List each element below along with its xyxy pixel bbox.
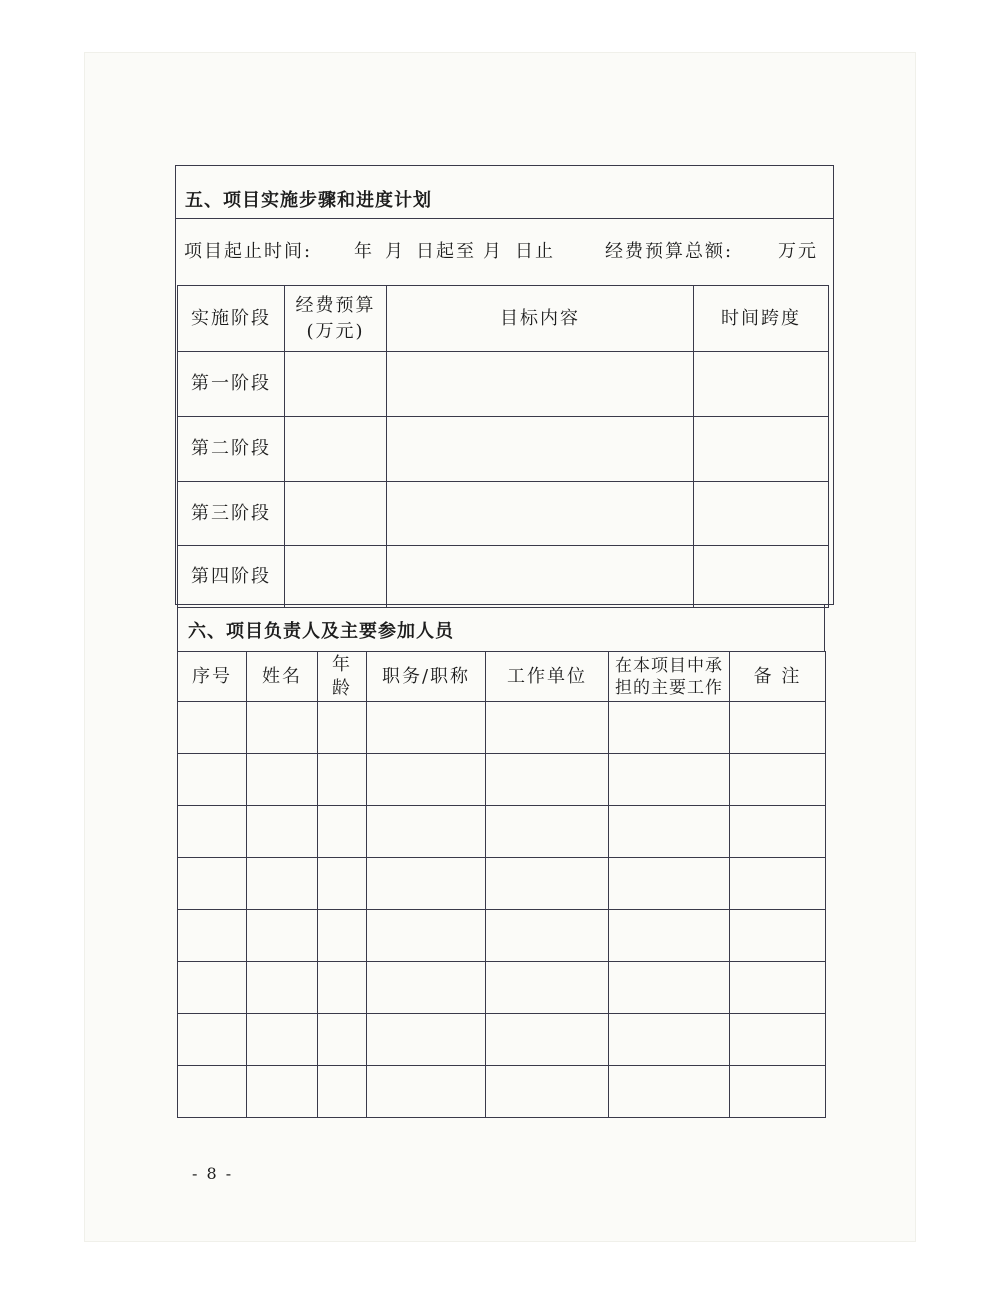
phase-label: 第二阶段 [178,417,285,482]
phase-row [178,482,829,546]
period-label: 项目起止时间: [184,241,313,262]
time-span-cell[interactable] [694,417,829,482]
remark-cell[interactable] [730,702,826,754]
role-cell[interactable] [609,962,730,1014]
position-cell[interactable] [367,1066,486,1118]
role-header [609,652,730,702]
unit-cell[interactable] [486,910,609,962]
personnel-row [178,1066,826,1118]
personnel-row [178,910,826,962]
time-span-cell[interactable] [694,482,829,546]
role-cell[interactable] [609,858,730,910]
age-cell[interactable] [318,910,367,962]
age-cell[interactable] [318,962,367,1014]
phase-row [178,546,829,608]
budget-header [285,286,387,352]
unit-cell[interactable] [486,858,609,910]
month-label-1: 月 [385,241,405,262]
name-cell[interactable] [247,754,318,806]
month-label-2: 月 [483,241,503,262]
position-cell[interactable] [367,702,486,754]
role-cell[interactable] [609,702,730,754]
role-cell[interactable] [609,910,730,962]
unit-cell[interactable] [486,1014,609,1066]
role-cell[interactable] [609,806,730,858]
unit-cell[interactable] [486,962,609,1014]
personnel-row [178,962,826,1014]
remark-cell[interactable] [730,910,826,962]
name-cell[interactable] [247,806,318,858]
age-cell[interactable] [318,1014,367,1066]
personnel-row [178,702,826,754]
position-cell[interactable] [367,962,486,1014]
serial-cell[interactable] [178,962,247,1014]
position-cell[interactable] [367,754,486,806]
time-span-cell[interactable] [694,546,829,608]
budget-cell[interactable] [285,352,387,417]
budget-total-label: 经费预算总额: [605,241,734,262]
role-cell[interactable] [609,1066,730,1118]
age-header [318,652,367,702]
phase-header-row [178,286,829,352]
name-header: 姓名 [247,652,318,702]
role-header-line1: 在本项目中承 [615,655,723,676]
remark-cell[interactable] [730,1066,826,1118]
unit-cell[interactable] [486,1066,609,1118]
remark-cell[interactable] [730,962,826,1014]
personnel-row [178,1014,826,1066]
name-cell[interactable] [247,1014,318,1066]
year-label: 年 [354,241,374,262]
time-span-header: 时间跨度 [694,286,829,352]
role-cell[interactable] [609,1014,730,1066]
period-row [176,219,833,286]
personnel-row [178,806,826,858]
position-cell[interactable] [367,858,486,910]
budget-cell[interactable] [285,417,387,482]
phase-row [178,352,829,417]
target-cell[interactable] [387,417,694,482]
unit-cell[interactable] [486,702,609,754]
remark-cell[interactable] [730,806,826,858]
target-cell[interactable] [387,352,694,417]
role-header-line2: 担的主要工作 [615,677,723,698]
name-cell[interactable] [247,858,318,910]
name-cell[interactable] [247,702,318,754]
age-header-line2: 龄 [332,677,352,699]
name-cell[interactable] [247,910,318,962]
target-cell[interactable] [387,546,694,608]
serial-cell[interactable] [178,910,247,962]
section6-title: 六、项目负责人及主要参加人员 [188,621,454,642]
phase-table [177,285,829,608]
phase-row [178,417,829,482]
personnel-table [177,651,826,1118]
remark-cell[interactable] [730,1014,826,1066]
unit-cell[interactable] [486,806,609,858]
personnel-header-row [178,652,826,702]
target-cell[interactable] [387,482,694,546]
time-span-cell[interactable] [694,352,829,417]
age-header-line1: 年 [332,653,352,675]
age-cell[interactable] [318,702,367,754]
position-header: 职务/职称 [367,652,486,702]
serial-cell[interactable] [178,754,247,806]
serial-cell[interactable] [178,1014,247,1066]
name-cell[interactable] [247,962,318,1014]
budget-unit-label: 万元 [778,241,818,262]
serial-cell[interactable] [178,858,247,910]
budget-cell[interactable] [285,546,387,608]
age-cell[interactable] [318,806,367,858]
name-cell[interactable] [247,1066,318,1118]
personnel-row [178,858,826,910]
page-number: - 8 - [192,1164,234,1183]
age-cell[interactable] [318,858,367,910]
section6-header-row [177,605,825,651]
phase-label: 第三阶段 [178,482,285,546]
age-cell[interactable] [318,1066,367,1118]
phase-label: 第四阶段 [178,546,285,608]
serial-cell[interactable] [178,702,247,754]
age-cell[interactable] [318,754,367,806]
serial-cell[interactable] [178,806,247,858]
remark-cell[interactable] [730,858,826,910]
serial-header: 序号 [178,652,247,702]
budget-header-line2: (万元) [306,320,365,342]
phase-label: 第一阶段 [178,352,285,417]
unit-header: 工作单位 [486,652,609,702]
day-to-label: 日止 [515,241,555,262]
section5-header-row [176,166,833,219]
day-from-label: 日起至 [416,241,476,262]
remark-header: 备 注 [730,652,826,702]
remark-cell[interactable] [730,754,826,806]
position-cell[interactable] [367,910,486,962]
serial-cell[interactable] [178,1066,247,1118]
budget-cell[interactable] [285,482,387,546]
phase-header: 实施阶段 [178,286,285,352]
unit-cell[interactable] [486,754,609,806]
target-header: 目标内容 [387,286,694,352]
position-cell[interactable] [367,1014,486,1066]
budget-header-line1: 经费预算 [295,294,376,316]
position-cell[interactable] [367,806,486,858]
personnel-row [178,754,826,806]
role-cell[interactable] [609,754,730,806]
section5-title: 五、项目实施步骤和进度计划 [185,190,432,211]
